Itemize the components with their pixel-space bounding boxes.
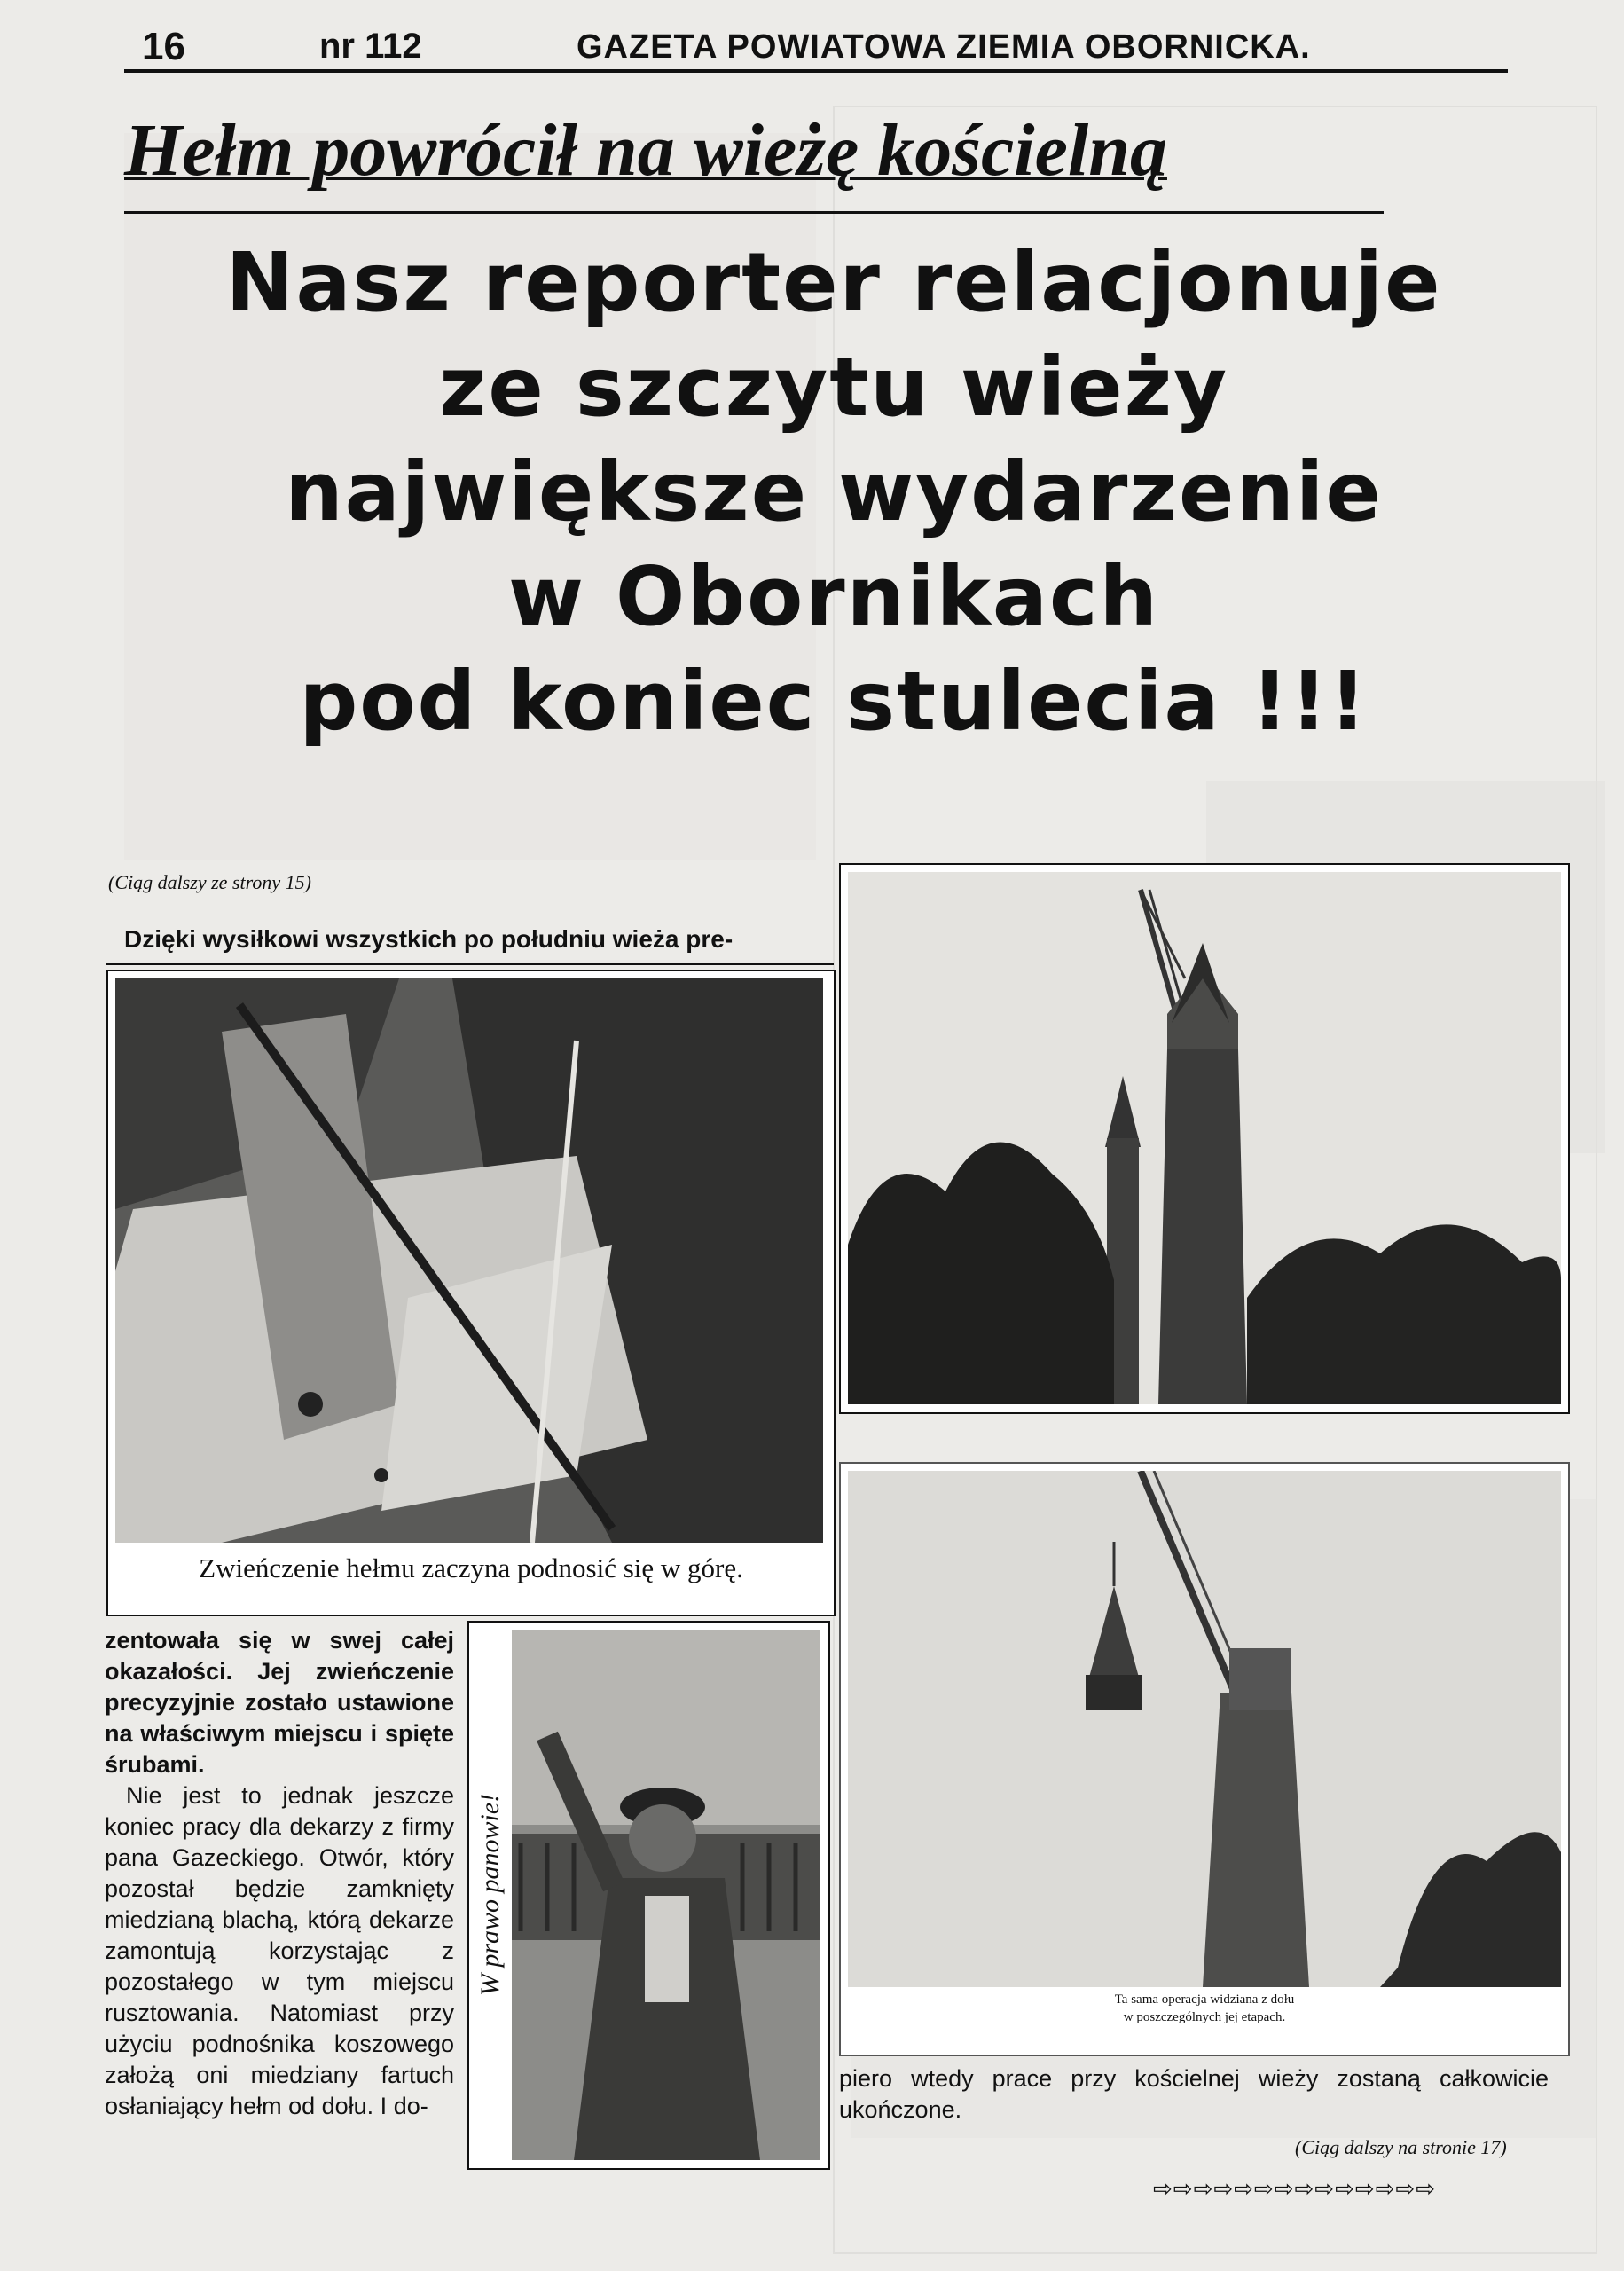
headline [142, 231, 1526, 754]
photo-image [115, 978, 823, 1543]
photo-image [512, 1630, 820, 2160]
article-paragraph: piero wtedy prace przy kościelnej wieży zostaną całkowicie ukończone. [839, 2065, 1549, 2123]
headline-line: pod koniec stulecia !!! [299, 654, 1369, 749]
headline-line: największe wydarzenie [285, 444, 1383, 539]
photo2-vertical-caption: W prawo panowie! [475, 1793, 505, 1997]
photo-tower-art [848, 872, 1561, 1404]
headline-line: w Obornikach [508, 549, 1159, 644]
continued-from: (Ciąg dalszy ze strony 15) [108, 871, 311, 893]
deck-rule [106, 963, 834, 965]
headline-line: ze szczytu wieży [438, 340, 1229, 435]
photo4-caption-line: w poszczególnych jej etapach. [1123, 2010, 1286, 2024]
kicker-title: Hełm powrócił na wieżę kościelną [124, 109, 1167, 192]
photo-image [848, 1471, 1561, 1987]
newspaper-name: GAZETA POWIATOWA ZIEMIA OBORNICKA. [577, 28, 1311, 66]
photo-worker-art [512, 1630, 820, 2160]
photo-tower-crane [839, 863, 1570, 1414]
kicker-rule [124, 211, 1384, 214]
photo-helmet-closeup [106, 970, 836, 1616]
photo-tower-lift [839, 1462, 1570, 2056]
photo4-caption [841, 1991, 1568, 2026]
photo-lift-art [848, 1471, 1561, 1987]
left-column [105, 1625, 454, 2122]
headline-line: Nasz reporter relacjonuje [225, 235, 1442, 330]
article-paragraph-bold: zentowała się w swej całej okazałości. Jej zwieńczenie precyzyjnie zostało ustawione na właściwym miejscu i spięte śrubami. [105, 1627, 454, 1778]
photo-worker [467, 1621, 830, 2170]
right-column [839, 2063, 1549, 2126]
photo1-caption: Zwieńczenie hełmu zaczyna podnosić się w górę. [199, 1552, 743, 1583]
photo4-caption-line: Ta sama operacja widziana z dołu [1114, 1992, 1295, 2007]
photo-helmet-art [115, 978, 823, 1543]
photo-image [848, 872, 1561, 1404]
continued-to: (Ciąg dalszy na stronie 17) [1295, 2136, 1507, 2158]
masthead [124, 25, 1508, 73]
deck-text: Dzięki wysiłkowi wszystkich po południu wieża pre- [124, 925, 734, 953]
article-paragraph: Nie jest to jednak jeszcze koniec pracy dla dekarzy z firmy pana Gazeckiego. Otwór, który pozostał będzie zamknięty miedzianą blachą, którą dekarze zamontują korzystając z pozostałego w tym miejscu rusztowania. Natomiast przy użyciu podnośnika koszowego założą oni miedziany fartuch osłaniający hełm od dołu. I do- [105, 1782, 454, 2119]
issue-number: nr 112 [319, 27, 422, 66]
continuation-arrows-icon: ⇨⇨⇨⇨⇨⇨⇨⇨⇨⇨⇨⇨⇨⇨ [1153, 2175, 1436, 2202]
page-number: 16 [142, 25, 185, 68]
